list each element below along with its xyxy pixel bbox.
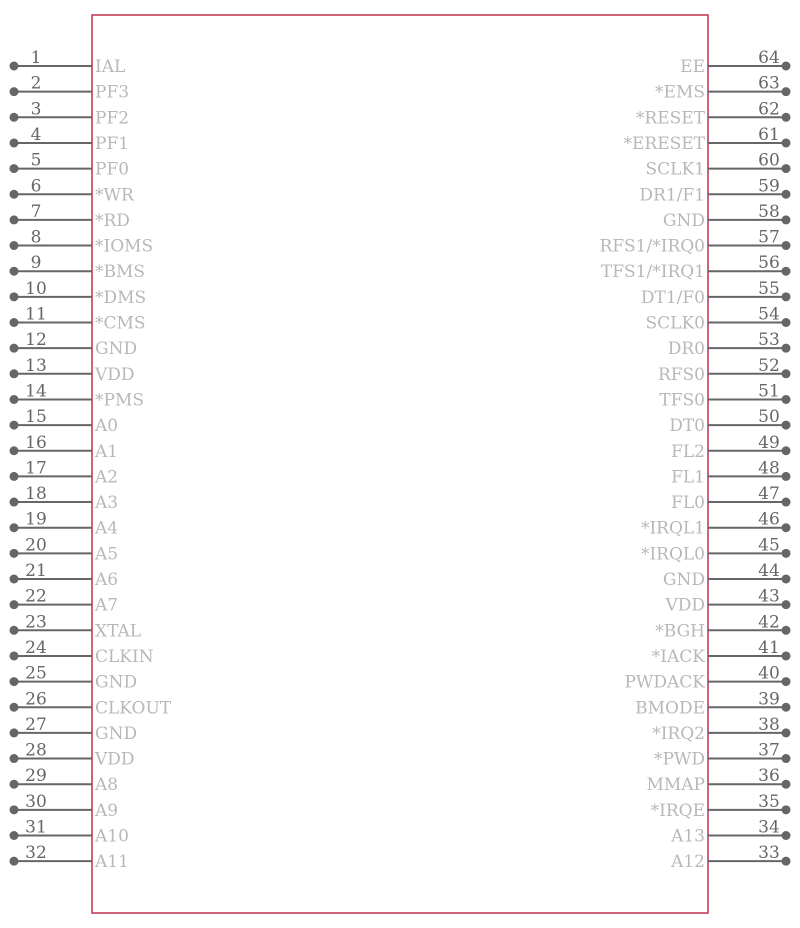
pin-61 [623,125,790,154]
pin-end-dot [782,190,791,199]
pin-end-dot [782,344,791,353]
pin-end-dot [10,780,19,789]
pin-name: BMODE [635,698,705,719]
pin-6 [10,176,135,205]
pin-60 [646,151,791,180]
pin-name: A7 [95,595,119,616]
pin-end-dot [10,62,19,71]
pin-name: FL0 [671,493,705,514]
pin-5 [10,151,130,180]
pin-63 [655,74,790,103]
pin-name: TFS0 [659,390,705,411]
pin-number: 46 [758,509,780,530]
pin-end-dot [782,395,791,404]
pin-46 [641,510,791,539]
pin-8 [10,228,154,257]
pin-number: 49 [758,432,780,453]
pin-number: 47 [758,484,780,505]
pin-name: PF3 [95,82,130,103]
pin-end-dot [10,267,19,276]
pin-number: 63 [758,73,780,94]
pin-name: A6 [95,570,119,590]
pin-number: 27 [25,714,47,735]
pin-number: 38 [758,714,780,735]
pin-end-dot [10,138,19,147]
pin-end-dot [782,369,791,378]
pin-end-dot [782,267,791,276]
pin-number: 3 [30,99,42,120]
pin-name: VDD [95,364,135,385]
pin-end-dot [10,857,19,866]
pin-number: 24 [25,637,47,658]
pin-end-dot [782,857,791,866]
pin-end-dot [10,421,19,430]
pin-25 [10,664,138,693]
pin-38 [652,715,790,744]
pin-3 [10,99,130,128]
pin-name: A9 [95,800,119,821]
pin-number: 58 [758,201,780,222]
pin-end-dot [782,138,791,147]
pin-end-dot [10,831,19,840]
pin-end-dot [10,626,19,635]
pin-2 [10,74,130,103]
pin-number: 31 [25,817,47,838]
pin-number: 60 [758,150,780,171]
pin-end-dot [782,575,791,584]
pin-number: 20 [25,535,47,556]
pin-name: PF1 [95,133,130,154]
pin-name: FL1 [671,467,705,488]
pin-name: GND [95,339,138,360]
pin-47 [671,484,790,513]
pin-name: *DMS [95,287,147,308]
pin-name: A4 [95,518,119,539]
pin-number: 57 [758,227,780,248]
pin-44 [663,561,791,590]
pin-number: 10 [25,278,47,299]
pin-31 [10,818,129,847]
pin-name: GND [95,723,138,744]
pin-number: 9 [30,253,42,274]
pin-end-dot [10,703,19,712]
pin-number: 52 [758,355,780,376]
pin-end-dot [782,498,791,507]
pin-number: 15 [25,407,47,428]
pin-number: 23 [25,612,47,633]
pin-end-dot [782,805,791,814]
pin-name: VDD [665,595,705,616]
pin-number: 19 [25,509,47,530]
pin-number: 37 [758,740,780,761]
pin-33 [670,843,790,872]
pin-29 [10,766,119,795]
pin-end-dot [782,62,791,71]
pin-end-dot [782,703,791,712]
pin-number: 50 [758,407,780,428]
pin-22 [10,587,119,616]
pin-name: GND [662,210,705,231]
pin-number: 34 [758,817,780,838]
pin-name: *IOMS [95,236,154,257]
pin-number: 45 [758,535,780,556]
pin-11 [10,305,146,334]
pin-number: 32 [25,843,47,864]
pin-end-dot [782,87,791,96]
pin-name: EE [680,57,705,77]
pin-number: 42 [758,612,780,633]
pin-number: 14 [25,381,47,402]
pin-end-dot [10,575,19,584]
pin-16 [10,433,119,462]
pin-26 [10,689,172,718]
pin-23 [10,612,142,641]
pin-name: RFS1/*IRQ0 [599,236,705,257]
pin-end-dot [782,600,791,609]
pin-name: A12 [671,852,705,873]
pin-number: 29 [25,766,47,787]
pin-name: *IRQ2 [652,723,705,744]
pin-end-dot [782,292,791,301]
pin-43 [664,587,790,616]
pin-name: *BGH [655,621,705,642]
pin-15 [10,407,119,436]
pin-end-dot [782,549,791,558]
pin-number: 43 [758,586,780,607]
pin-7 [10,202,130,231]
pin-48 [671,458,790,487]
pin-number: 22 [25,586,47,607]
pin-number: 1 [30,48,42,68]
pin-name: A5 [95,544,119,565]
pin-end-dot [10,241,19,250]
pin-name: GND [95,672,138,693]
pin-number: 28 [25,740,47,761]
pin-name: A2 [95,467,119,488]
pin-name: *PWD [653,749,705,770]
pin-number: 30 [25,791,47,812]
pin-name: CLKIN [95,646,154,667]
pin-53 [668,330,791,359]
pin-number: 13 [25,355,47,376]
pin-name: *ERESET [623,133,705,154]
pin-name: XTAL [95,621,142,642]
pin-name: *IRQL1 [640,518,705,539]
pin-52 [658,356,791,385]
pin-end-dot [10,87,19,96]
pin-56 [601,253,791,282]
right-pin-group [599,48,790,872]
pin-number: 48 [758,458,780,479]
pin-20 [10,535,119,564]
pin-end-dot [782,113,791,122]
pin-number: 51 [758,381,780,402]
pin-36 [646,766,790,795]
pin-name: CLKOUT [95,698,172,719]
pin-21 [10,561,119,590]
pin-14 [10,381,145,410]
pin-35 [651,792,791,821]
pin-45 [641,535,791,564]
pin-62 [636,99,791,128]
pin-58 [663,202,791,231]
pin-number: 26 [25,689,47,710]
pin-name: *EMS [655,82,705,103]
pin-name: RFS0 [657,364,705,385]
pin-name: DR1/F1 [639,185,705,206]
pin-end-dot [10,113,19,122]
pin-number: 53 [758,330,780,351]
pin-name: *IRQE [650,800,705,821]
pin-32 [10,843,129,872]
pin-number: 40 [758,663,780,684]
pin-number: 11 [25,304,47,325]
pin-number: 4 [30,124,42,145]
pin-end-dot [10,677,19,686]
pin-50 [669,407,790,436]
pin-number: 25 [25,663,47,684]
pin-name: DR0 [667,339,705,360]
pin-number: 33 [758,843,780,864]
pin-number: 41 [758,637,780,658]
pin-end-dot [10,600,19,609]
pin-end-dot [10,164,19,173]
pin-end-dot [10,523,19,532]
pin-name: *CMS [95,313,146,334]
pin-9 [10,253,146,282]
pin-name: *WR [95,185,134,206]
pin-49 [671,433,790,462]
pin-end-dot [10,754,19,763]
pin-end-dot [782,754,791,763]
pin-end-dot [782,831,791,840]
pin-number: 2 [30,73,42,94]
pin-18 [10,484,119,513]
pin-number: 21 [25,561,47,581]
pin-end-dot [10,549,19,558]
pin-name: *PMS [95,390,144,411]
pin-name: GND [662,570,705,590]
pin-number: 12 [25,330,47,351]
pin-end-dot [10,190,19,199]
pin-57 [599,228,790,257]
pin-end-dot [782,523,791,532]
pin-64 [680,48,790,77]
pin-number: 17 [25,458,47,479]
pin-name: A3 [95,493,119,514]
pin-name: *RESET [635,108,705,129]
pin-27 [10,715,138,744]
pin-end-dot [10,395,19,404]
pin-number: 56 [758,253,780,274]
pin-name: FL2 [671,441,705,462]
pin-12 [10,330,138,359]
pin-end-dot [782,472,791,481]
pin-name: DT0 [669,416,705,437]
pin-name: A13 [671,826,705,847]
pin-end-dot [782,728,791,737]
pin-number: 5 [30,150,42,171]
pin-end-dot [10,472,19,481]
pin-13 [10,356,135,385]
pin-number: 36 [758,766,780,787]
pin-end-dot [10,215,19,224]
pin-name: A1 [95,441,119,462]
pin-name: A10 [95,826,129,847]
pin-name: MMAP [646,775,705,796]
ic-body-outline [92,15,708,913]
pin-54 [646,305,791,334]
pin-name: VDD [95,749,135,770]
pin-name: PWDACK [624,672,705,693]
pin-59 [639,176,790,205]
pin-end-dot [10,369,19,378]
pin-39 [635,689,790,718]
pin-number: 6 [30,176,42,197]
pin-41 [652,638,791,667]
pin-name: *RD [95,210,130,231]
pin-28 [10,741,135,770]
pin-42 [655,612,790,641]
pin-name: PF2 [95,108,130,129]
pin-number: 64 [758,48,780,68]
pin-name: TFS1/*IRQ1 [600,262,705,283]
pin-number: 54 [758,304,780,325]
pin-19 [10,510,119,539]
pin-end-dot [10,651,19,660]
pin-name: *IACK [651,646,705,667]
pin-55 [641,279,791,308]
pin-number: 61 [758,124,780,145]
pin-17 [10,458,119,487]
pin-end-dot [10,805,19,814]
pin-name: IAL [95,57,126,77]
pin-name: SCLK0 [645,313,705,334]
pin-10 [10,279,147,308]
pin-number: 62 [758,99,780,120]
pin-name: *BMS [95,262,146,283]
pin-name: A11 [95,852,129,873]
pin-end-dot [782,241,791,250]
pin-number: 7 [30,201,42,222]
left-pin-group [10,48,172,872]
pin-end-dot [782,421,791,430]
pin-24 [10,638,154,667]
pin-1 [10,48,126,77]
pin-number: 39 [758,689,780,710]
pin-end-dot [782,651,791,660]
pin-number: 18 [25,484,47,505]
pin-end-dot [782,626,791,635]
pin-name: DT1/F0 [640,287,705,308]
pin-end-dot [782,215,791,224]
pin-number: 59 [758,176,780,197]
pin-name: A0 [95,416,119,437]
pin-end-dot [782,318,791,327]
pin-end-dot [10,318,19,327]
pin-number: 55 [758,278,780,299]
pin-number: 44 [758,561,780,581]
pin-number: 35 [758,791,780,812]
pin-end-dot [10,446,19,455]
pin-end-dot [10,292,19,301]
pin-end-dot [10,498,19,507]
pin-51 [659,381,790,410]
pin-number: 16 [25,432,47,453]
pin-37 [654,741,791,770]
pin-name: PF0 [95,159,130,180]
pin-end-dot [782,446,791,455]
pin-end-dot [782,164,791,173]
pin-34 [670,818,790,847]
pin-30 [10,792,119,821]
pin-end-dot [782,677,791,686]
pin-name: *IRQL0 [640,544,705,565]
pin-end-dot [10,344,19,353]
pin-end-dot [782,780,791,789]
pin-name: SCLK1 [645,159,705,180]
pin-end-dot [10,728,19,737]
pin-name: A8 [95,775,119,796]
pin-4 [10,125,130,154]
pin-number: 8 [30,227,42,248]
